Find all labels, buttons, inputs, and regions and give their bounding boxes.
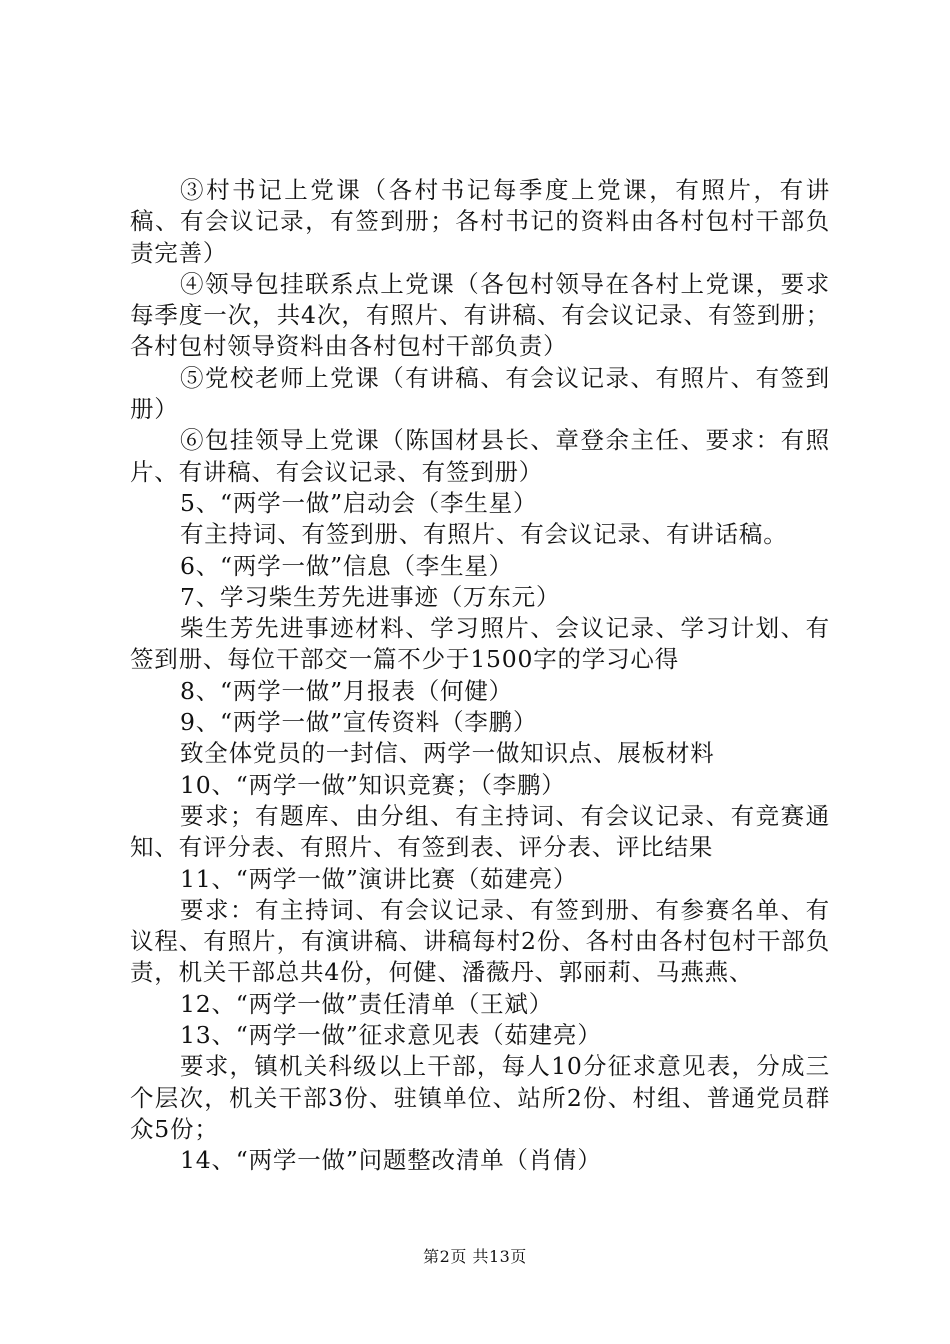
paragraph: 致全体党员的一封信、两学一做知识点、展板材料 bbox=[180, 739, 715, 768]
paragraph: 6、“两学一做”信息（李生星） bbox=[180, 551, 513, 580]
paragraph: 10、“两学一做”知识竞赛；（李鹏） bbox=[180, 770, 566, 799]
paragraph: ⑤党校老师上党课（有讲稿、有会议记录、有照片、有签到册） bbox=[130, 363, 830, 424]
paragraph: 要求，镇机关科级以上干部，每人10分征求意见表，分成三个层次，机关干部3份、驻镇单位、站所2份、村组、普通党员群众5份； bbox=[130, 1052, 830, 1143]
page-number-footer: 第2页 共13页 bbox=[423, 1247, 527, 1266]
paragraph: ④领导包挂联系点上党课（各包村领导在各村上党课，要求每季度一次，共4次，有照片、有讲稿、有会议记录、有签到册；各村包村领导资料由各村包村干部负责） bbox=[130, 269, 830, 361]
paragraph: 要求：有主持词、有会议记录、有签到册、有参赛名单、有议程、有照片，有演讲稿、讲稿每村2份、各村由各村包村干部负责，机关干部总共4份，何健、潘薇丹、郭丽莉、马燕燕、 bbox=[130, 895, 830, 987]
paragraph: 要求；有题库、由分组、有主持词、有会议记录、有竞赛通知、有评分表、有照片、有签到表、评分表、评比结果 bbox=[130, 801, 830, 862]
paragraph: 12、“两学一做”责任清单（王斌） bbox=[180, 989, 554, 1018]
paragraph: 5、“两学一做”启动会（李生星） bbox=[180, 488, 538, 517]
paragraph: 13、“两学一做”征求意见表（茹建亮） bbox=[180, 1021, 602, 1050]
paragraph: 8、“两学一做”月报表（何健） bbox=[180, 676, 513, 705]
paragraph: 有主持词、有签到册、有照片、有会议记录、有讲话稿。 bbox=[180, 520, 788, 549]
paragraph: ⑥包挂领导上党课（陈国材县长、章登余主任、要求：有照片、有讲稿、有会议记录、有签到册） bbox=[130, 426, 830, 486]
paragraph: 柴生芳先进事迹材料、学习照片、会议记录、学习计划、有签到册、每位干部交一篇不少于1500字的学习心得 bbox=[130, 614, 830, 674]
paragraph: ③村书记上党课（各村书记每季度上党课，有照片，有讲稿、有会议记录，有签到册；各村书记的资料由各村包村干部负责完善） bbox=[130, 176, 830, 267]
paragraph: 7、学习柴生芳先进事迹（万东元） bbox=[180, 582, 561, 611]
paragraph: 14、“两学一做”问题整改清单（肖倩） bbox=[180, 1146, 602, 1175]
paragraph: 9、“两学一做”宣传资料（李鹏） bbox=[180, 708, 538, 737]
document-body bbox=[130, 175, 830, 1177]
paragraph: 11、“两学一做”演讲比赛（茹建亮） bbox=[180, 864, 578, 893]
